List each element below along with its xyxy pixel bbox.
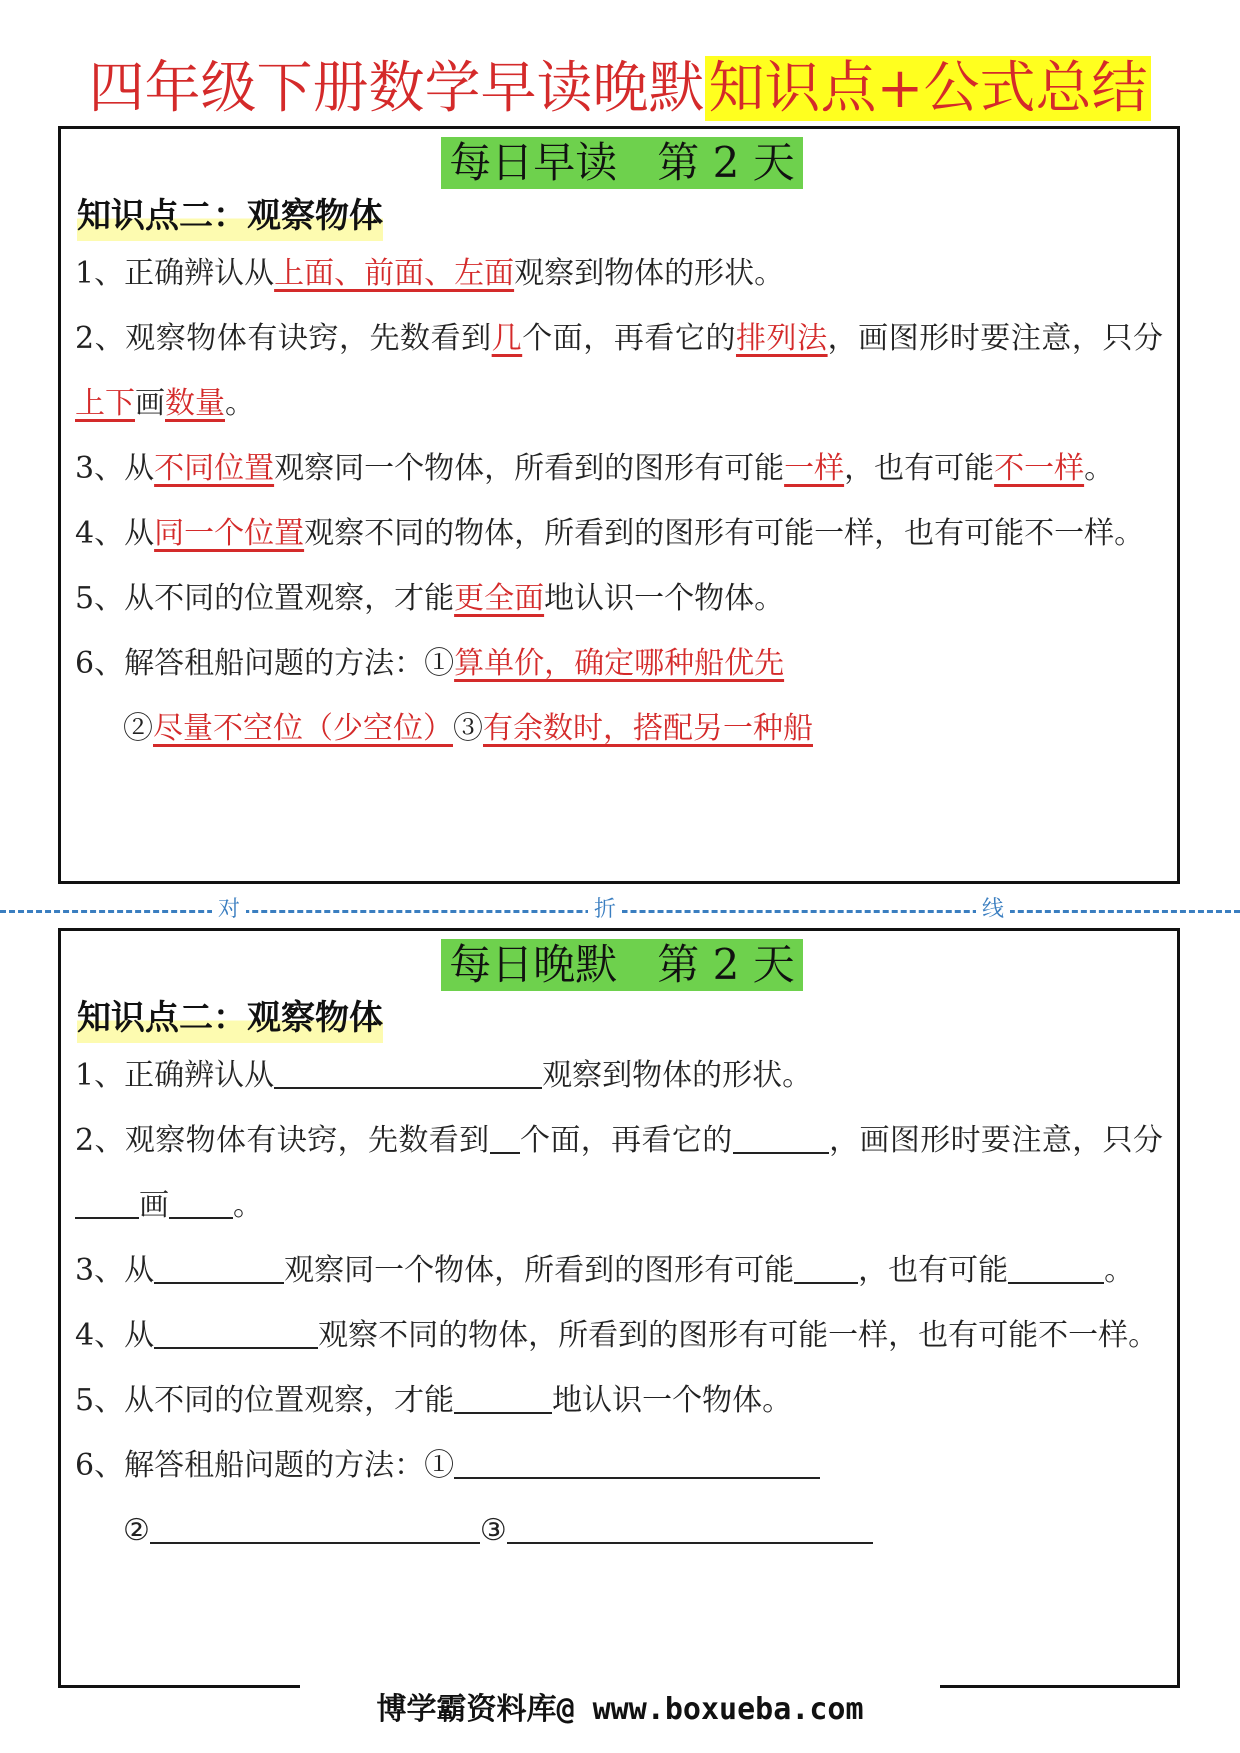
fold-label: 对 <box>212 896 246 924</box>
fill-blank[interactable] <box>454 1476 820 1479</box>
item-text: ② <box>123 1513 150 1548</box>
evening-item-4 <box>75 1303 1163 1368</box>
evening-item-1 <box>75 1043 1163 1108</box>
fill-blank[interactable] <box>274 1086 542 1089</box>
morning-topic: 知识点二：观察物体 <box>77 191 383 241</box>
fill-blank[interactable] <box>794 1281 858 1284</box>
item-text: 地认识一个物体。 <box>544 581 785 616</box>
fill-blank[interactable] <box>454 1411 552 1414</box>
fold-label: 线 <box>976 896 1010 924</box>
item-text: ，也有可能 <box>844 451 995 486</box>
fill-blank[interactable] <box>150 1541 480 1544</box>
fill-blank[interactable] <box>169 1216 233 1219</box>
answer-text: 几 <box>491 321 523 356</box>
item-text: 1、正确辨认从 <box>75 256 275 291</box>
item-text: 6、解答租船问题的方法：① <box>75 646 455 681</box>
item-text: ③ <box>479 1513 507 1548</box>
item-text: 观察不同的物体，所看到的图形有可能一样，也有可能不一样。 <box>304 516 1145 551</box>
answer-text: 上下 <box>75 386 135 421</box>
item-text: ，画图形时要注意，只分 <box>827 321 1164 356</box>
item-text: 3、从 <box>75 451 155 486</box>
morning-item-6 <box>75 631 1163 696</box>
morning-heading: 每日早读 第 2 天 <box>441 137 803 189</box>
answer-text: 算单价，确定哪种船优先 <box>454 646 785 681</box>
item-text: ② <box>123 711 153 746</box>
fill-blank[interactable] <box>154 1346 318 1349</box>
title-main: 四年级下册数学早读晚默 <box>88 56 705 121</box>
item-text: 地认识一个物体。 <box>552 1383 793 1418</box>
answer-text: 有余数时，搭配另一种船 <box>483 711 813 746</box>
item-text: 。 <box>233 1188 263 1223</box>
morning-item-1 <box>75 241 1163 306</box>
item-text: 2、观察物体有诀窍，先数看到 <box>75 321 492 356</box>
page-title <box>0 52 1240 126</box>
answer-text: 一样 <box>784 451 845 486</box>
evening-item-2 <box>75 1108 1163 1238</box>
title-highlight: 知识点+公式总结 <box>705 56 1152 121</box>
evening-item-3 <box>75 1238 1163 1303</box>
item-text: 1、正确辨认从 <box>75 1058 275 1093</box>
fill-blank[interactable] <box>490 1151 520 1154</box>
item-text: ，也有可能 <box>858 1253 1009 1288</box>
morning-item-6-continued <box>75 696 1163 761</box>
item-text: 3、从 <box>75 1253 155 1288</box>
answer-text: 不一样 <box>994 451 1085 486</box>
evening-heading: 每日晚默 第 2 天 <box>441 939 803 991</box>
item-text: 。 <box>225 386 255 421</box>
answer-text: 同一个位置 <box>154 516 305 551</box>
morning-item-2 <box>75 306 1163 436</box>
item-text: 观察到物体的形状。 <box>542 1058 813 1093</box>
evening-item-6-continued <box>75 1498 1163 1563</box>
morning-reading-box <box>58 126 1180 884</box>
answer-text: 数量 <box>165 386 225 421</box>
item-text: 个面，再看它的 <box>522 321 736 356</box>
answer-text: 尽量不空位（少空位） <box>153 711 453 746</box>
item-text: ，画图形时要注意，只分 <box>828 1123 1164 1158</box>
fold-label: 折 <box>588 896 622 924</box>
evening-topic: 知识点二：观察物体 <box>77 993 383 1043</box>
item-text: ③ <box>453 711 483 746</box>
item-text: 观察同一个物体，所看到的图形有可能 <box>284 1253 795 1288</box>
item-text: 个面，再看它的 <box>519 1123 733 1158</box>
watermark-footer: 博学霸资料库@ www.boxueba.com <box>300 1685 940 1735</box>
answer-text: 更全面 <box>454 581 545 616</box>
fold-line <box>0 897 1240 924</box>
morning-item-4 <box>75 501 1163 566</box>
answer-text: 排列法 <box>735 321 828 356</box>
item-text: 6、解答租船问题的方法：① <box>75 1448 455 1483</box>
morning-item-5 <box>75 566 1163 631</box>
answer-text: 上面、前面、左面 <box>274 256 515 291</box>
fill-blank[interactable] <box>75 1216 139 1219</box>
item-text: 4、从 <box>75 1318 155 1353</box>
morning-items <box>75 241 1163 761</box>
item-text: 画 <box>139 1188 169 1223</box>
item-text: 。 <box>1104 1253 1135 1288</box>
item-text: 观察不同的物体，所看到的图形有可能一样，也有可能不一样。 <box>318 1318 1159 1353</box>
evening-item-5 <box>75 1368 1163 1433</box>
item-text: 观察到物体的形状。 <box>514 256 785 291</box>
item-text: 4、从 <box>75 516 155 551</box>
fill-blank[interactable] <box>507 1541 873 1544</box>
item-text: 观察同一个物体，所看到的图形有可能 <box>274 451 785 486</box>
fill-blank[interactable] <box>1072 1281 1104 1284</box>
fill-blank[interactable] <box>733 1151 829 1154</box>
item-text: 5、从不同的位置观察，才能 <box>75 1383 455 1418</box>
evening-item-6 <box>75 1433 1163 1498</box>
fill-blank[interactable] <box>154 1281 284 1284</box>
answer-text: 不同位置 <box>154 451 275 486</box>
item-text: 画 <box>135 386 165 421</box>
evening-items <box>75 1043 1163 1563</box>
morning-item-3 <box>75 436 1163 501</box>
evening-recitation-box <box>58 928 1180 1688</box>
item-text: 。 <box>1084 451 1115 486</box>
item-text: 2、观察物体有诀窍，先数看到 <box>75 1123 490 1158</box>
fill-blank[interactable] <box>1008 1281 1072 1284</box>
item-text: 5、从不同的位置观察，才能 <box>75 581 455 616</box>
